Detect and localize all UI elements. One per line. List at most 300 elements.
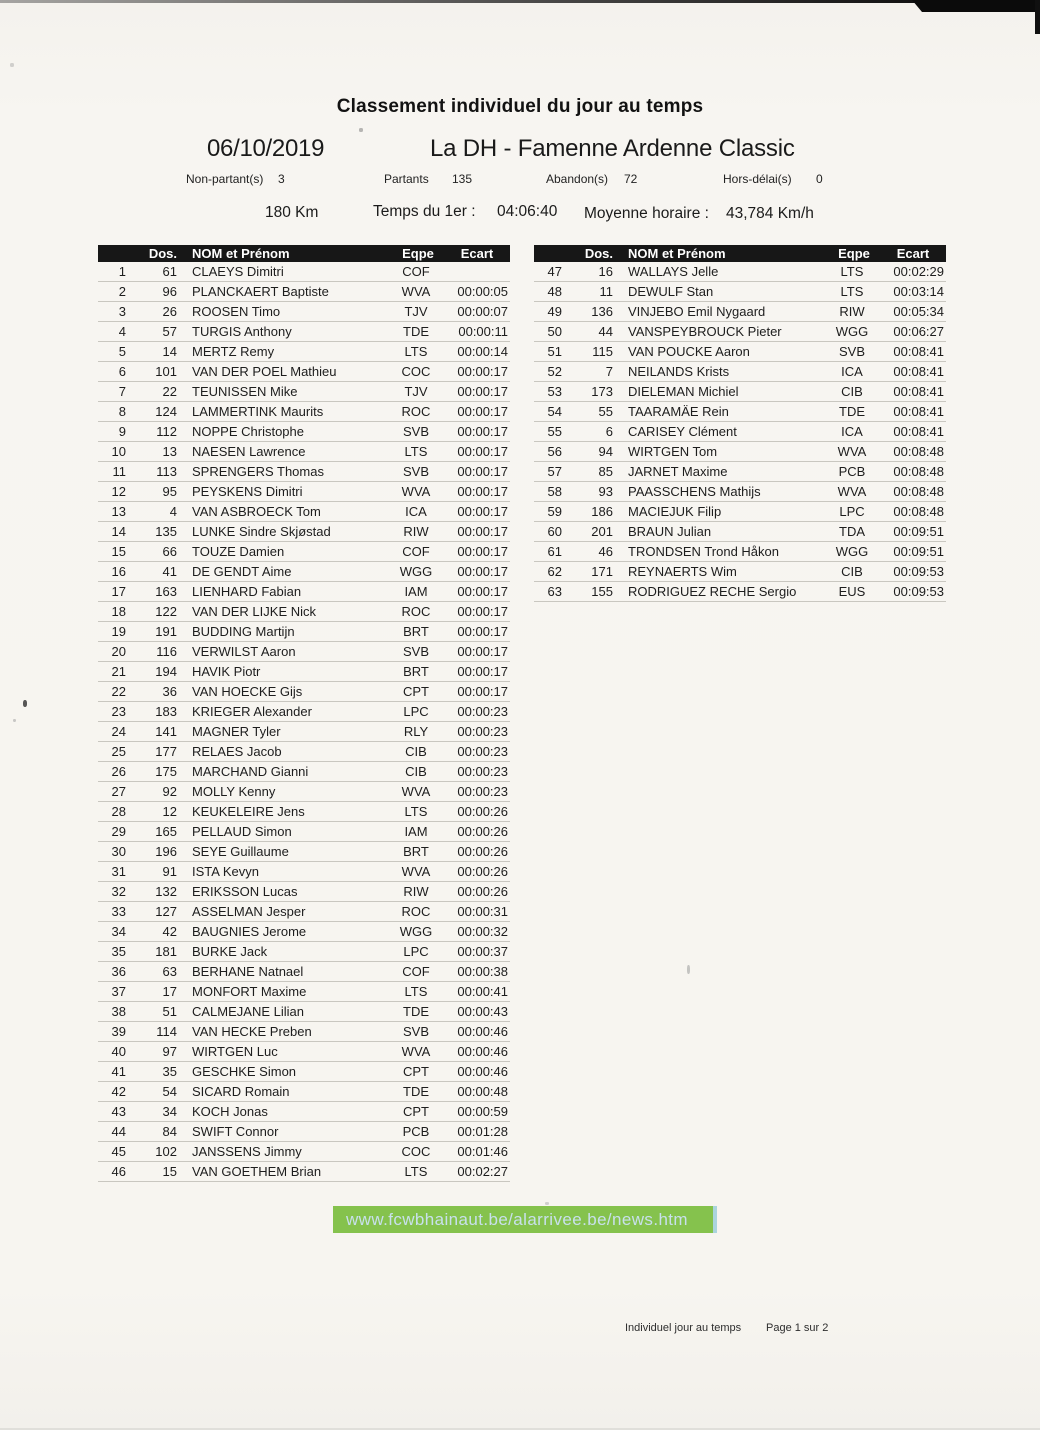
result-row	[98, 262, 510, 282]
rank-cell: 19	[111, 624, 126, 639]
time-gap-cell: 00:00:17	[457, 664, 508, 679]
time-gap-cell: 00:00:17	[457, 384, 508, 399]
result-row	[534, 322, 946, 342]
scan-speck	[10, 63, 14, 67]
partants-value: 135	[452, 172, 473, 186]
rank-cell: 13	[111, 504, 126, 519]
dossard-cell: 4	[169, 504, 177, 519]
time-gap-cell: 00:00:46	[457, 1064, 508, 1079]
rider-name-cell: VAN GOETHEM Brian	[192, 1164, 322, 1179]
time-gap-cell: 00:00:17	[457, 564, 508, 579]
rank-cell: 49	[547, 304, 562, 319]
result-row	[98, 1002, 510, 1022]
dossard-cell: 35	[162, 1064, 177, 1079]
time-gap-cell: 00:00:48	[457, 1084, 508, 1099]
rank-cell: 62	[547, 564, 562, 579]
result-row	[534, 302, 946, 322]
dossard-cell: 173	[591, 384, 613, 399]
dossard-cell: 12	[162, 804, 177, 819]
rank-cell: 33	[111, 904, 126, 919]
rider-name-cell: VAN POUCKE Aaron	[628, 344, 750, 359]
result-row	[98, 402, 510, 422]
result-row	[98, 642, 510, 662]
dossard-cell: 11	[599, 284, 613, 299]
rider-name-cell: ISTA Kevyn	[192, 864, 259, 879]
dossard-cell: 15	[162, 1164, 177, 1179]
rider-name-cell: JANSSENS Jimmy	[192, 1144, 302, 1159]
dossard-cell: 116	[156, 644, 177, 659]
result-row	[98, 762, 510, 782]
result-row	[98, 842, 510, 862]
rank-cell: 55	[547, 424, 562, 439]
scan-edge-right	[1035, 0, 1040, 34]
dossard-cell: 114	[156, 1024, 177, 1039]
time-gap-cell: 00:08:41	[893, 424, 944, 439]
result-row	[98, 1142, 510, 1162]
result-row	[98, 702, 510, 722]
team-cell: SVB	[402, 464, 429, 479]
rider-name-cell: PEYSKENS Dimitri	[192, 484, 303, 499]
dossard-cell: 171	[591, 564, 613, 579]
time-gap-cell: 00:01:28	[457, 1124, 508, 1139]
time-gap-cell: 00:00:17	[457, 644, 508, 659]
time-gap-cell: 00:00:17	[457, 604, 508, 619]
rank-cell: 5	[118, 344, 126, 359]
dossard-cell: 136	[591, 304, 613, 319]
result-row	[534, 522, 946, 542]
rider-name-cell: MONFORT Maxime	[192, 984, 307, 999]
rank-cell: 39	[111, 1024, 126, 1039]
rider-name-cell: VAN HECKE Preben	[192, 1024, 312, 1039]
team-header: Eqpe	[838, 246, 870, 261]
dossard-cell: 63	[162, 964, 177, 979]
time-gap-cell: 00:00:26	[457, 804, 508, 819]
dossard-cell: 186	[591, 504, 613, 519]
time-gap-cell: 00:08:41	[893, 384, 944, 399]
time-gap-cell: 00:00:46	[457, 1044, 508, 1059]
time-gap-cell: 00:02:27	[457, 1164, 508, 1179]
result-row	[98, 942, 510, 962]
dossard-cell: 13	[162, 444, 177, 459]
non-partants-label: Non-partant(s)	[186, 172, 264, 186]
scan-speck	[545, 1202, 549, 1205]
dossard-cell: 55	[598, 404, 613, 419]
result-row	[534, 562, 946, 582]
dossard-cell: 141	[155, 724, 177, 739]
rider-name-cell: NEILANDS Krists	[628, 364, 730, 379]
dossard-cell: 127	[155, 904, 177, 919]
rider-name-cell: SPRENGERS Thomas	[192, 464, 324, 479]
rider-name-cell: WIRTGEN Tom	[628, 444, 718, 459]
rider-name-cell: BRAUN Julian	[628, 524, 712, 539]
partants-label: Partants	[384, 172, 429, 186]
result-row	[98, 282, 510, 302]
rank-cell: 6	[118, 364, 126, 379]
rank-cell: 38	[111, 1004, 126, 1019]
rank-cell: 43	[111, 1104, 126, 1119]
team-cell: BRT	[403, 624, 429, 639]
result-row	[98, 1062, 510, 1082]
time-gap-cell: 00:09:51	[893, 544, 944, 559]
dossard-cell: 17	[162, 984, 177, 999]
rank-cell: 16	[111, 564, 126, 579]
rider-name-cell: VAN DER POEL Mathieu	[192, 364, 337, 379]
rider-name-cell: BERHANE Natnael	[192, 964, 304, 979]
result-row	[98, 1022, 510, 1042]
rider-name-cell: TAARAMÄE Rein	[628, 404, 729, 419]
team-cell: WGG	[399, 924, 433, 939]
time-gap-cell: 00:09:53	[893, 584, 944, 599]
result-row	[98, 342, 510, 362]
team-cell: LTS	[404, 804, 428, 819]
rider-name-cell: BUDDING Martijn	[192, 624, 295, 639]
team-cell: RLY	[403, 724, 429, 739]
result-row	[98, 422, 510, 442]
rider-name-cell: PELLAUD Simon	[192, 824, 292, 839]
time-gap-cell: 00:08:48	[893, 444, 944, 459]
leader-time-value: 04:06:40	[497, 203, 558, 220]
result-row	[534, 442, 946, 462]
rider-name-cell: JARNET Maxime	[628, 464, 728, 479]
dossard-cell: 124	[155, 404, 177, 419]
result-row	[534, 382, 946, 402]
rider-name-cell: MACIEJUK Filip	[628, 504, 722, 519]
rank-cell: 46	[111, 1164, 126, 1179]
footer-page-number: Page 1 sur 2	[766, 1322, 829, 1334]
result-row	[98, 822, 510, 842]
team-cell: CIB	[841, 384, 863, 399]
result-row	[98, 722, 510, 742]
rank-cell: 47	[547, 264, 562, 279]
rank-cell: 42	[111, 1084, 126, 1099]
rank-cell: 1	[118, 264, 126, 279]
dossard-cell: 34	[162, 1104, 177, 1119]
result-row	[98, 682, 510, 702]
dossard-cell: 44	[598, 324, 613, 339]
team-cell: LTS	[404, 444, 428, 459]
team-cell: BRT	[403, 844, 429, 859]
rider-name-cell: RELAES Jacob	[192, 744, 282, 759]
time-gap-cell: 00:05:34	[893, 304, 944, 319]
race-name: La DH - Famenne Ardenne Classic	[430, 135, 795, 162]
team-cell: IAM	[404, 584, 428, 599]
rider-name-cell: KRIEGER Alexander	[192, 704, 312, 719]
result-row	[98, 1162, 510, 1182]
time-gap-cell: 00:00:41	[457, 984, 508, 999]
scan-edge-top	[0, 0, 1040, 3]
time-gap-cell: 00:00:23	[457, 744, 508, 759]
team-cell: CPT	[403, 1104, 429, 1119]
result-row	[98, 602, 510, 622]
team-cell: LTS	[840, 284, 864, 299]
result-row	[98, 362, 510, 382]
team-cell: TDE	[839, 404, 865, 419]
dossard-cell: 93	[598, 484, 613, 499]
time-gap-cell: 00:00:37	[457, 944, 508, 959]
rank-cell: 51	[547, 344, 562, 359]
time-gap-cell: 00:00:43	[457, 1004, 508, 1019]
team-cell: WGG	[835, 324, 869, 339]
dossard-cell: 132	[155, 884, 177, 899]
rank-cell: 56	[547, 444, 562, 459]
time-gap-cell: 00:00:23	[457, 764, 508, 779]
time-gap-cell: 00:00:17	[457, 584, 508, 599]
team-cell: RIW	[839, 304, 865, 319]
time-gap-cell: 00:00:17	[457, 544, 508, 559]
rank-cell: 31	[111, 864, 126, 879]
website-url-highlight	[333, 1206, 717, 1233]
rider-name-cell: KEUKELEIRE Jens	[192, 804, 305, 819]
time-gap-cell: 00:00:26	[457, 844, 508, 859]
team-cell: PCB	[838, 464, 866, 479]
rider-name-cell: ASSELMAN Jesper	[192, 904, 306, 919]
dossard-cell: 42	[162, 924, 177, 939]
team-cell: LPC	[403, 944, 429, 959]
team-cell: RIW	[403, 524, 429, 539]
time-gap-cell: 00:02:29	[893, 264, 944, 279]
dossard-cell: 91	[162, 864, 177, 879]
dossard-cell: 175	[155, 764, 177, 779]
time-gap-cell: 00:00:14	[457, 344, 508, 359]
rider-name-cell: PLANCKAERT Baptiste	[192, 284, 329, 299]
result-row	[98, 802, 510, 822]
rider-name-cell: VANSPEYBROUCK Pieter	[628, 324, 782, 339]
team-cell: CIB	[405, 764, 427, 779]
team-cell: WGG	[835, 544, 869, 559]
time-gap-cell: 00:08:48	[893, 484, 944, 499]
rider-name-cell: MOLLY Kenny	[192, 784, 276, 799]
result-row	[534, 342, 946, 362]
rider-name-cell: DE GENDT Aime	[192, 564, 292, 579]
rider-name-cell: SICARD Romain	[192, 1084, 290, 1099]
scan-speck	[23, 700, 27, 707]
rider-name-cell: CLAEYS Dimitri	[192, 264, 284, 279]
result-row	[98, 502, 510, 522]
team-cell: SVB	[402, 644, 429, 659]
rank-cell: 36	[111, 964, 126, 979]
dossard-cell: 41	[162, 564, 177, 579]
result-row	[98, 322, 510, 342]
time-gap-cell: 00:08:41	[893, 344, 944, 359]
rider-name-cell: BAUGNIES Jerome	[192, 924, 307, 939]
team-cell: CIB	[405, 744, 427, 759]
dossard-cell: 46	[598, 544, 613, 559]
result-row	[98, 302, 510, 322]
rider-name-cell: WALLAYS Jelle	[628, 264, 719, 279]
rider-name-cell: ROOSEN Timo	[192, 304, 281, 319]
time-gap-cell: 00:00:23	[457, 704, 508, 719]
dossard-cell: 177	[155, 744, 177, 759]
result-row	[98, 382, 510, 402]
non-partants-value: 3	[278, 172, 285, 186]
team-header: Eqpe	[402, 246, 434, 261]
dossard-cell: 113	[156, 464, 177, 479]
time-gap-cell: 00:00:17	[457, 464, 508, 479]
time-gap-cell: 00:00:17	[457, 524, 508, 539]
team-cell: WVA	[401, 1044, 431, 1059]
time-gap-cell: 00:00:26	[457, 824, 508, 839]
time-gap-cell: 00:00:17	[457, 504, 508, 519]
rider-name-cell: MAGNER Tyler	[192, 724, 281, 739]
dossard-cell: 84	[162, 1124, 177, 1139]
rider-name-cell: TRONDSEN Trond Håkon	[628, 544, 779, 559]
rank-cell: 4	[118, 324, 126, 339]
rider-name-cell: TEUNISSEN Mike	[192, 384, 298, 399]
time-gap-cell: 00:00:26	[457, 864, 508, 879]
rank-cell: 11	[112, 464, 126, 479]
rank-cell: 30	[111, 844, 126, 859]
time-gap-cell: 00:00:17	[457, 404, 508, 419]
rider-name-cell: MARCHAND Gianni	[192, 764, 309, 779]
result-row	[98, 982, 510, 1002]
dossard-cell: 122	[155, 604, 177, 619]
team-cell: TJV	[404, 304, 428, 319]
team-cell: PCB	[402, 1124, 430, 1139]
rank-cell: 12	[111, 484, 126, 499]
rank-cell: 22	[111, 684, 126, 699]
dossard-cell: 22	[162, 384, 177, 399]
dossard-cell: 194	[155, 664, 177, 679]
time-gap-cell: 00:00:17	[457, 684, 508, 699]
dossard-cell: 7	[605, 364, 613, 379]
result-row	[98, 1082, 510, 1102]
team-cell: SVB	[838, 344, 865, 359]
rider-name-cell: BURKE Jack	[192, 944, 268, 959]
rider-name-cell: PAASSCHENS Mathijs	[628, 484, 761, 499]
rank-cell: 63	[547, 584, 562, 599]
time-gap-cell: 00:09:53	[893, 564, 944, 579]
time-gap-cell: 00:08:41	[893, 404, 944, 419]
rider-name-cell: GESCHKE Simon	[192, 1064, 297, 1079]
result-row	[98, 662, 510, 682]
team-cell: ICA	[841, 424, 863, 439]
rank-cell: 14	[111, 524, 126, 539]
team-cell: LTS	[404, 344, 428, 359]
rank-cell: 48	[547, 284, 562, 299]
dossard-cell: 163	[155, 584, 177, 599]
rank-cell: 34	[111, 924, 126, 939]
rider-name-cell: REYNAERTS Wim	[628, 564, 737, 579]
rank-cell: 10	[111, 444, 126, 459]
time-gap-cell: 00:00:05	[457, 284, 508, 299]
time-gap-cell: 00:00:17	[457, 364, 508, 379]
average-speed-label: Moyenne horaire :	[584, 205, 709, 222]
team-cell: ICA	[405, 504, 427, 519]
team-cell: WVA	[401, 864, 431, 879]
rider-name-cell: NAESEN Lawrence	[192, 444, 306, 459]
dossard-cell: 54	[162, 1084, 177, 1099]
rank-cell: 41	[111, 1064, 126, 1079]
rider-name-cell: KOCH Jonas	[192, 1104, 268, 1119]
rider-name-cell: CALMEJANE Lilian	[192, 1004, 304, 1019]
dossard-cell: 183	[155, 704, 177, 719]
team-cell: SVB	[402, 1024, 429, 1039]
team-cell: ICA	[841, 364, 863, 379]
rider-name-cell: MERTZ Remy	[192, 344, 275, 359]
table-header	[98, 245, 510, 262]
abandons-label: Abandon(s)	[546, 172, 609, 186]
rank-cell: 20	[111, 644, 126, 659]
race-date: 06/10/2019	[207, 135, 325, 162]
rider-name-cell: DIELEMAN Michiel	[628, 384, 739, 399]
result-row	[98, 782, 510, 802]
dossard-cell: 6	[605, 424, 613, 439]
rank-cell: 32	[111, 884, 126, 899]
team-cell: WVA	[837, 444, 867, 459]
rank-cell: 26	[111, 764, 126, 779]
rider-name-cell: TURGIS Anthony	[192, 324, 292, 339]
rider-name-cell: SWIFT Connor	[192, 1124, 279, 1139]
time-gap-cell: 00:00:17	[457, 624, 508, 639]
dossard-cell: 85	[598, 464, 613, 479]
abandons-value: 72	[624, 172, 638, 186]
time-gap-cell: 00:00:23	[457, 724, 508, 739]
team-cell: SVB	[402, 424, 429, 439]
result-row	[534, 542, 946, 562]
rank-cell: 18	[111, 604, 126, 619]
team-cell: WGG	[399, 564, 433, 579]
rank-cell: 61	[547, 544, 562, 559]
team-cell: TDE	[403, 324, 429, 339]
rider-name-cell: LUNKE Sindre Skjøstad	[192, 524, 331, 539]
time-gap-cell: 00:08:41	[893, 364, 944, 379]
time-gap-cell: 00:03:14	[893, 284, 944, 299]
rank-cell: 23	[111, 704, 126, 719]
dossard-cell: 16	[598, 264, 613, 279]
team-cell: WVA	[401, 784, 431, 799]
result-row	[98, 522, 510, 542]
dossard-cell: 57	[162, 324, 177, 339]
time-gap-cell: 00:09:51	[893, 524, 944, 539]
dossard-cell: 191	[155, 624, 177, 639]
result-row	[98, 1102, 510, 1122]
rank-cell: 28	[111, 804, 126, 819]
rider-name-cell: TOUZE Damien	[192, 544, 285, 559]
team-cell: CPT	[403, 684, 429, 699]
result-row	[534, 502, 946, 522]
dossard-cell: 115	[592, 344, 613, 359]
team-cell: WVA	[837, 484, 867, 499]
dossard-cell: 66	[162, 544, 177, 559]
time-gap-cell: 00:00:17	[457, 444, 508, 459]
result-row	[534, 282, 946, 302]
team-cell: LPC	[839, 504, 865, 519]
rider-name-cell: VERWILST Aaron	[192, 644, 296, 659]
result-row	[98, 622, 510, 642]
average-speed-value: 43,784 Km/h	[726, 205, 814, 222]
time-gap-cell: 00:08:48	[893, 504, 944, 519]
result-row	[98, 542, 510, 562]
team-cell: COF	[402, 964, 430, 979]
dossard-cell: 95	[162, 484, 177, 499]
team-cell: ROC	[401, 904, 431, 919]
dossard-cell: 51	[162, 1004, 177, 1019]
rider-name-cell: VAN HOECKE Gijs	[192, 684, 303, 699]
scan-edge-top-right	[912, 0, 1040, 12]
team-cell: BRT	[403, 664, 429, 679]
results-table-left	[98, 245, 510, 1182]
result-row	[98, 582, 510, 602]
rank-cell: 27	[111, 784, 126, 799]
gap-header: Ecart	[460, 246, 494, 261]
dos-header: Dos.	[584, 246, 613, 261]
rank-cell: 53	[547, 384, 562, 399]
rank-cell: 7	[118, 384, 126, 399]
result-row	[534, 582, 946, 602]
rank-cell: 15	[111, 544, 126, 559]
dossard-cell: 36	[162, 684, 177, 699]
rank-cell: 57	[547, 464, 562, 479]
